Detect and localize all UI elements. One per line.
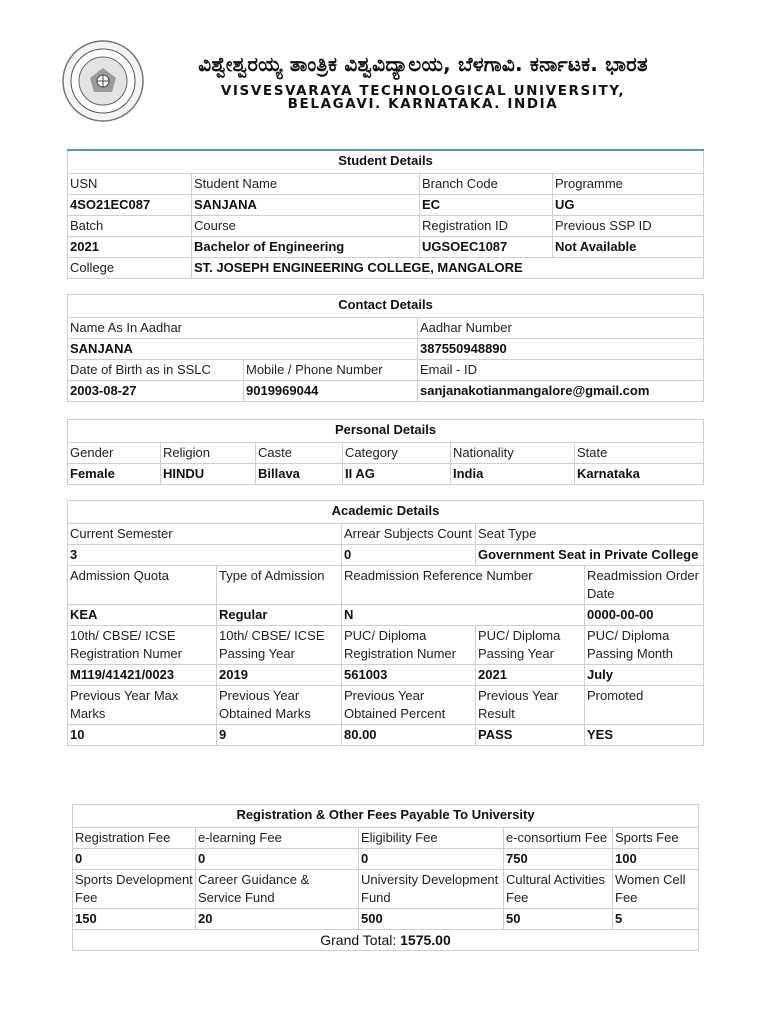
- registration-id-label: Registration ID: [420, 216, 553, 237]
- contact-details-table: [67, 294, 704, 402]
- course-label: Course: [192, 216, 420, 237]
- section-heading: Registration & Other Fees Payable To University: [73, 805, 699, 828]
- prev-percent-value: 80.00: [342, 725, 476, 746]
- caste-value: Billava: [256, 464, 343, 485]
- branch-code-label: Branch Code: [420, 174, 553, 195]
- admission-type-label: Type of Admission: [217, 566, 342, 605]
- prev-percent-label: Previous Year Obtained Percent: [342, 686, 476, 725]
- academic-details-table: [67, 500, 704, 746]
- religion-value: HINDU: [161, 464, 256, 485]
- tenth-reg-value: M119/41421/0023: [68, 665, 217, 686]
- elearning-fee-value: 0: [196, 849, 359, 870]
- cultural-fee-label: Cultural Activities Fee: [504, 870, 613, 909]
- mobile-label: Mobile / Phone Number: [244, 360, 418, 381]
- puc-year-label: PUC/ Diploma Passing Year: [476, 626, 585, 665]
- programme-value: UG: [553, 195, 704, 216]
- college-value: ST. JOSEPH ENGINEERING COLLEGE, MANGALORE: [192, 258, 704, 279]
- university-title-english: VISVESVARAYA TECHNOLOGICAL UNIVERSITY,: [220, 83, 626, 99]
- prev-result-value: PASS: [476, 725, 585, 746]
- admission-quota-value: KEA: [68, 605, 217, 626]
- aadhar-number-label: Aadhar Number: [418, 318, 704, 339]
- personal-details-table: [67, 419, 704, 485]
- section-heading: Student Details: [68, 150, 704, 174]
- student-name-value: SANJANA: [192, 195, 420, 216]
- econsortium-fee-value: 750: [504, 849, 613, 870]
- previous-ssp-id-value: Not Available: [553, 237, 704, 258]
- prev-result-label: Previous Year Result: [476, 686, 585, 725]
- university-dev-fund-value: 500: [359, 909, 504, 930]
- promoted-value: YES: [585, 725, 704, 746]
- eligibility-fee-value: 0: [359, 849, 504, 870]
- course-value: Bachelor of Engineering: [192, 237, 420, 258]
- gender-label: Gender: [68, 443, 161, 464]
- mobile-value: 9019969044: [244, 381, 418, 402]
- sports-dev-fee-label: Sports Development Fee: [73, 870, 196, 909]
- elearning-fee-label: e-learning Fee: [196, 828, 359, 849]
- career-guidance-label: Career Guidance & Service Fund: [196, 870, 359, 909]
- current-semester-label: Current Semester: [68, 524, 342, 545]
- sports-fee-label: Sports Fee: [613, 828, 699, 849]
- usn-value: 4SO21EC087: [68, 195, 192, 216]
- promoted-label: Promoted: [585, 686, 704, 725]
- document-header: [0, 0, 768, 140]
- state-label: State: [575, 443, 704, 464]
- admission-quota-label: Admission Quota: [68, 566, 217, 605]
- readmission-date-value: 0000-00-00: [585, 605, 704, 626]
- religion-label: Religion: [161, 443, 256, 464]
- university-title-kannada: ವಿಶ್ವೇಶ್ವರಯ್ಯ ತಾಂತ್ರಿಕ ವಿಶ್ವವಿದ್ಯಾಲಯ, ಬೆಳಗಾವಿ. ಕರ್ನಾಟಕ. ಭಾರತ: [198, 52, 648, 76]
- sports-dev-fee-value: 150: [73, 909, 196, 930]
- arrear-count-value: 0: [342, 545, 476, 566]
- dob-label: Date of Birth as in SSLC: [68, 360, 244, 381]
- aadhar-name-value: SANJANA: [68, 339, 418, 360]
- fees-table: [72, 804, 699, 951]
- state-value: Karnataka: [575, 464, 704, 485]
- aadhar-number-value: 387550948890: [418, 339, 704, 360]
- career-guidance-value: 20: [196, 909, 359, 930]
- student-details-table: [67, 149, 704, 279]
- tenth-year-label: 10th/ CBSE/ ICSE Passing Year: [217, 626, 342, 665]
- puc-reg-label: PUC/ Diploma Registration Numer: [342, 626, 476, 665]
- cultural-fee-value: 50: [504, 909, 613, 930]
- seat-type-label: Seat Type: [476, 524, 704, 545]
- tenth-reg-label: 10th/ CBSE/ ICSE Registration Numer: [68, 626, 217, 665]
- eligibility-fee-label: Eligibility Fee: [359, 828, 504, 849]
- readmission-date-label: Readmission Order Date: [585, 566, 704, 605]
- university-dev-fund-label: University Development Fund: [359, 870, 504, 909]
- tenth-year-value: 2019: [217, 665, 342, 686]
- email-value: sanjanakotianmangalore@gmail.com: [418, 381, 704, 402]
- batch-label: Batch: [68, 216, 192, 237]
- previous-ssp-id-label: Previous SSP ID: [553, 216, 704, 237]
- gender-value: Female: [68, 464, 161, 485]
- seat-type-value: Government Seat in Private College: [476, 545, 704, 566]
- category-label: Category: [343, 443, 451, 464]
- puc-month-value: July: [585, 665, 704, 686]
- registration-fee-label: Registration Fee: [73, 828, 196, 849]
- registration-id-value: UGSOEC1087: [420, 237, 553, 258]
- readmission-ref-label: Readmission Reference Number: [342, 566, 585, 605]
- aadhar-name-label: Name As In Aadhar: [68, 318, 418, 339]
- prev-obtained-marks-label: Previous Year Obtained Marks: [217, 686, 342, 725]
- category-value: II AG: [343, 464, 451, 485]
- current-semester-value: 3: [68, 545, 342, 566]
- grand-total-label: Grand Total:: [320, 932, 397, 948]
- email-label: Email - ID: [418, 360, 704, 381]
- dob-value: 2003-08-27: [68, 381, 244, 402]
- grand-total-row: [73, 930, 699, 951]
- branch-code-value: EC: [420, 195, 553, 216]
- registration-fee-value: 0: [73, 849, 196, 870]
- university-location: BELAGAVI. KARNATAKA. INDIA: [287, 96, 559, 112]
- caste-label: Caste: [256, 443, 343, 464]
- section-heading: Personal Details: [68, 420, 704, 443]
- prev-max-marks-value: 10: [68, 725, 217, 746]
- puc-reg-value: 561003: [342, 665, 476, 686]
- section-heading: Contact Details: [68, 295, 704, 318]
- usn-label: USN: [68, 174, 192, 195]
- student-name-label: Student Name: [192, 174, 420, 195]
- readmission-ref-value: N: [342, 605, 585, 626]
- puc-year-value: 2021: [476, 665, 585, 686]
- grand-total-value: 1575.00: [400, 932, 451, 948]
- section-heading: Academic Details: [68, 501, 704, 524]
- arrear-count-label: Arrear Subjects Count: [342, 524, 476, 545]
- nationality-value: India: [451, 464, 575, 485]
- college-label: College: [68, 258, 192, 279]
- university-seal-icon: [62, 40, 144, 122]
- admission-type-value: Regular: [217, 605, 342, 626]
- women-cell-fee-value: 5: [613, 909, 699, 930]
- puc-month-label: PUC/ Diploma Passing Month: [585, 626, 704, 665]
- programme-label: Programme: [553, 174, 704, 195]
- econsortium-fee-label: e-consortium Fee: [504, 828, 613, 849]
- nationality-label: Nationality: [451, 443, 575, 464]
- prev-max-marks-label: Previous Year Max Marks: [68, 686, 217, 725]
- sports-fee-value: 100: [613, 849, 699, 870]
- batch-value: 2021: [68, 237, 192, 258]
- prev-obtained-marks-value: 9: [217, 725, 342, 746]
- women-cell-fee-label: Women Cell Fee: [613, 870, 699, 909]
